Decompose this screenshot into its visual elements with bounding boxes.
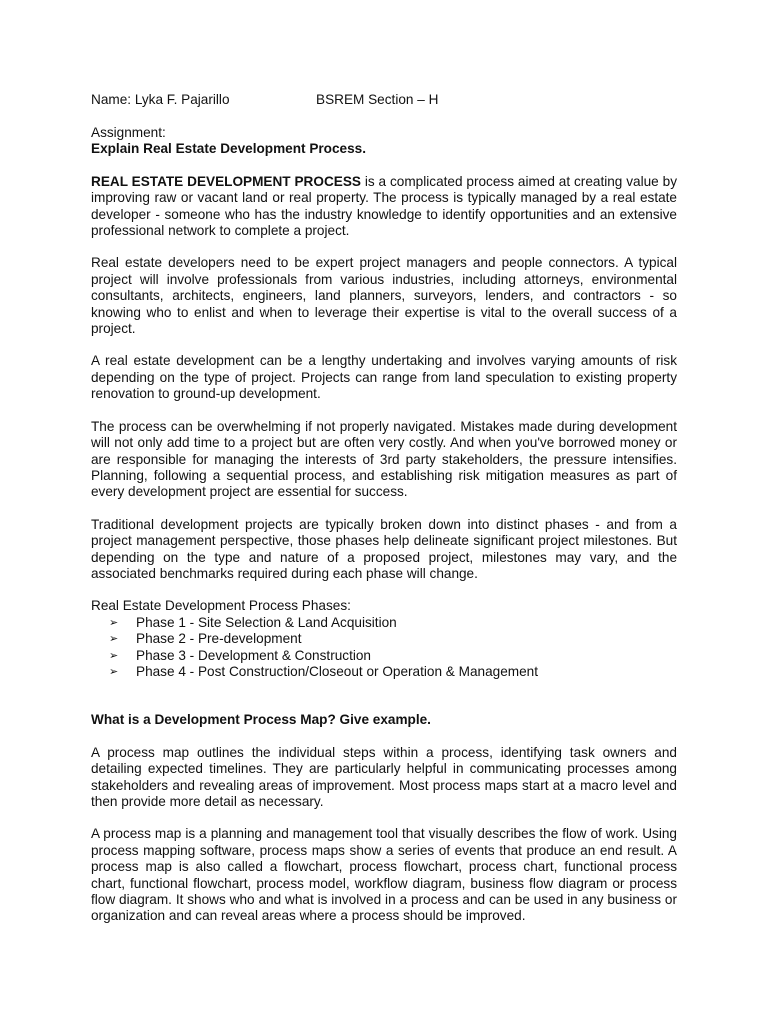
- intro-text: is a complicated process aimed at creating value by improving raw or vacant land or real property. The process is typically managed by a real estate developer - someone who has the industry knowledge to identify opportunities and an extensive professional network to complete a project.: [91, 173, 677, 239]
- paragraph-process-map-tool: A process map is a planning and management tool that visually describes the flow of work. Using process mapping software, process maps show a series of events that produce an end result. A process map is also called a flowchart, process flowchart, process chart, functional process chart, functional flowchart, process model, workflow diagram, business flow diagram or process flow diagram. It shows who and what is involved in a process and can be used in any business or organization and can reveal areas where a process should be improved.: [91, 826, 677, 924]
- paragraph-risk: A real estate development can be a lengthy undertaking and involves varying amounts of risk depending on the type of project. Projects can range from land speculation to existing property renovation to ground-up development.: [91, 353, 677, 402]
- student-name: Name: Lyka F. Pajarillo: [91, 92, 230, 107]
- paragraph-process: The process can be overwhelming if not properly navigated. Mistakes made during development will not only add time to a project but are often very costly. And when you've borrowed money or are responsible for managing the interests of 3rd party stakeholders, the pressure intensifies. Planning, following a sequential process, and establishing risk mitigation measures as part of every development project are essential for success.: [91, 418, 677, 500]
- list-item: [109, 648, 677, 664]
- paragraph-intro: [91, 174, 677, 240]
- arrow-bullet-icon: ➢: [109, 632, 119, 646]
- student-section: BSREM Section – H: [316, 92, 439, 107]
- paragraph-developers: Real estate developers need to be expert project managers and people connectors. A typical project will involve professionals from various industries, including attorneys, environmental consultants, architects, engineers, land planners, surveyors, lenders, and contractors - so knowing who to enlist and when to leverage their expertise is vital to the overall success of a project.: [91, 255, 677, 337]
- spacer: [91, 337, 677, 353]
- header-line: [91, 92, 677, 109]
- spacer: [91, 729, 677, 745]
- list-item: [109, 664, 677, 680]
- paragraph-phases-intro: Traditional development projects are typically broken down into distinct phases - and from a project management perspective, those phases help delineate significant project milestones. But depending on the type and nature of a proposed project, milestones may vary, and the associated benchmarks required during each phase will change.: [91, 516, 677, 581]
- spacer: [91, 582, 677, 598]
- paragraph-process-map: A process map outlines the individual steps within a process, identifying task owners and detailing expected timelines. They are particularly helpful in communicating processes among stakeholders and revealing areas of improvement. Most process maps start at a macro level and then provide more detail as necessary.: [91, 744, 677, 809]
- spacer: [91, 810, 677, 826]
- spacer: [91, 109, 677, 125]
- phases-list: [91, 615, 677, 681]
- phases-heading: Real Estate Development Process Phases:: [91, 598, 351, 614]
- phase-label: Phase 2 - Pre-development: [136, 631, 302, 647]
- spacer: [91, 696, 677, 712]
- list-item: [109, 631, 677, 647]
- intro-lead-term: REAL ESTATE DEVELOPMENT PROCESS: [91, 173, 361, 189]
- section2-title: What is a Development Process Map? Give example.: [91, 712, 431, 728]
- phase-label: Phase 3 - Development & Construction: [136, 647, 371, 663]
- arrow-bullet-icon: ➢: [109, 615, 119, 629]
- list-item: [109, 615, 677, 631]
- spacer: [91, 239, 677, 255]
- phase-label: Phase 4 - Post Construction/Closeout or Operation & Management: [136, 663, 538, 679]
- spacer: [91, 158, 677, 174]
- phase-label: Phase 1 - Site Selection & Land Acquisition: [136, 614, 397, 630]
- spacer: [91, 501, 677, 517]
- assignment-title: Explain Real Estate Development Process.: [91, 141, 367, 157]
- spacer: [91, 680, 677, 696]
- assignment-label: Assignment:: [91, 125, 166, 140]
- arrow-bullet-icon: ➢: [109, 648, 119, 662]
- arrow-bullet-icon: ➢: [109, 664, 119, 678]
- spacer: [91, 403, 677, 419]
- document-body: [91, 92, 677, 925]
